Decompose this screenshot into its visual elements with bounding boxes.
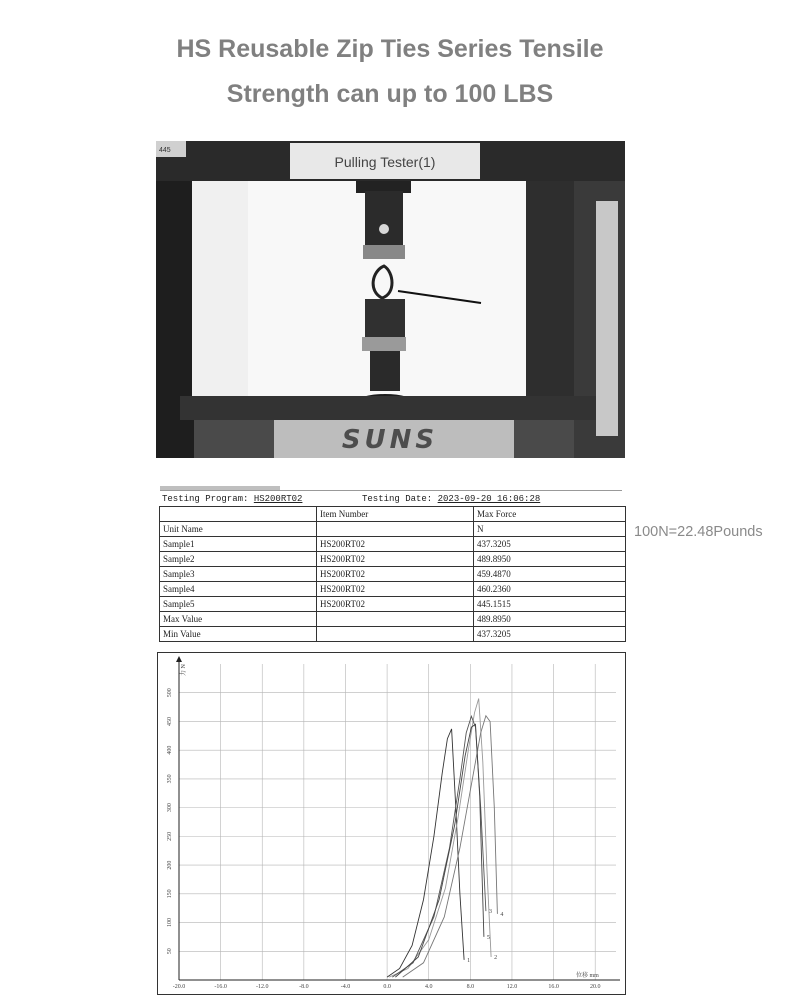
- x-tick-label: 20.0: [589, 984, 601, 990]
- row-label-cell: Sample2: [160, 552, 317, 567]
- y-tick-label: 150: [167, 889, 173, 899]
- max-force-cell: 437.3205: [474, 627, 626, 642]
- row-label-cell: Sample3: [160, 567, 317, 582]
- y-tick-label: 450: [167, 716, 173, 726]
- item-number-cell: HS200RT02: [317, 582, 474, 597]
- x-tick-label: -12.0: [255, 984, 269, 990]
- y-tick-label: 200: [167, 860, 173, 870]
- item-number-cell: [317, 627, 474, 642]
- item-number-cell: HS200RT02: [317, 567, 474, 582]
- item-number-cell: HS200RT02: [317, 597, 474, 612]
- x-axis-label: 位移 mm: [576, 973, 599, 979]
- x-tick-label: -16.0: [214, 984, 227, 990]
- max-force-cell: 489.8950: [474, 552, 626, 567]
- table-row: [160, 582, 626, 597]
- max-force-cell: 459.4870: [474, 567, 626, 582]
- y-axis-label: 力 N: [181, 664, 187, 676]
- series-2-label: 2: [494, 955, 498, 962]
- testing-program-label: Testing Program:: [162, 494, 254, 504]
- row-label-cell: [160, 507, 317, 522]
- x-tick-label: 8.0: [466, 984, 475, 990]
- item-number-cell: HS200RT02: [317, 537, 474, 552]
- photo-tester-sign: Pulling Tester(1): [334, 154, 436, 170]
- x-tick-label: 4.0: [424, 984, 433, 990]
- item-number-cell: [317, 522, 474, 537]
- headline-line-1: HS Reusable Zip Ties Series Tensile: [176, 35, 604, 63]
- testing-date: [362, 494, 540, 504]
- row-label-cell: Min Value: [160, 627, 317, 642]
- testing-date-label: Testing Date:: [362, 494, 438, 504]
- testing-date-value: 2023-09-20 16:06:28: [437, 494, 541, 504]
- item-number-cell: [317, 612, 474, 627]
- chart-frame: [158, 653, 626, 995]
- report-divider: [160, 490, 622, 491]
- y-tick-label: 300: [167, 803, 173, 813]
- table-row: [160, 552, 626, 567]
- row-label-cell: Unit Name: [160, 522, 317, 537]
- y-tick-label: 500: [167, 688, 173, 698]
- table-row: [160, 627, 626, 642]
- row-label-cell: Sample5: [160, 597, 317, 612]
- max-force-cell: 445.1515: [474, 597, 626, 612]
- max-force-cell: Max Force: [474, 507, 626, 522]
- max-force-cell: 489.8950: [474, 612, 626, 627]
- max-force-cell: 437.3205: [474, 537, 626, 552]
- y-tick-label: 100: [167, 918, 173, 928]
- row-label-cell: Sample4: [160, 582, 317, 597]
- table-row: [160, 507, 626, 522]
- testing-program: [162, 494, 302, 504]
- pulling-tester-photo: [156, 141, 625, 458]
- table-row: [160, 597, 626, 612]
- max-force-cell: N: [474, 522, 626, 537]
- y-tick-label: 250: [167, 831, 173, 841]
- testing-program-value: HS200RT02: [253, 494, 303, 504]
- row-label-cell: Sample1: [160, 537, 317, 552]
- x-tick-label: 0.0: [383, 984, 391, 990]
- row-label-cell: Max Value: [160, 612, 317, 627]
- headline-line-2: Strength can up to 100 LBS: [226, 80, 554, 108]
- series-4-label: 4: [500, 911, 504, 918]
- photo-sticker: 445: [159, 147, 171, 154]
- series-5-label: 5: [486, 934, 490, 941]
- table-row: [160, 537, 626, 552]
- table-row: [160, 522, 626, 537]
- x-tick-label: -20.0: [172, 984, 186, 990]
- table-row: [160, 567, 626, 582]
- max-force-cell: 460.2360: [474, 582, 626, 597]
- y-tick-label: 350: [167, 774, 173, 784]
- x-tick-label: 12.0: [506, 984, 518, 990]
- x-tick-label: 16.0: [548, 984, 559, 990]
- x-tick-label: -8.0: [299, 984, 309, 990]
- y-tick-label: 50: [167, 948, 173, 955]
- photo-brand-logo: SUNS: [341, 425, 439, 455]
- series-1-label: 1: [467, 957, 471, 964]
- series-3-label: 3: [488, 909, 492, 916]
- force-displacement-chart: [157, 652, 626, 995]
- item-number-cell: Item Number: [317, 507, 474, 522]
- y-tick-label: 400: [167, 745, 173, 755]
- unit-conversion-note: 100N=22.48Pounds: [634, 524, 763, 540]
- table-row: [160, 612, 626, 627]
- item-number-cell: HS200RT02: [317, 552, 474, 567]
- results-table: [159, 506, 626, 642]
- x-tick-label: -4.0: [340, 984, 351, 990]
